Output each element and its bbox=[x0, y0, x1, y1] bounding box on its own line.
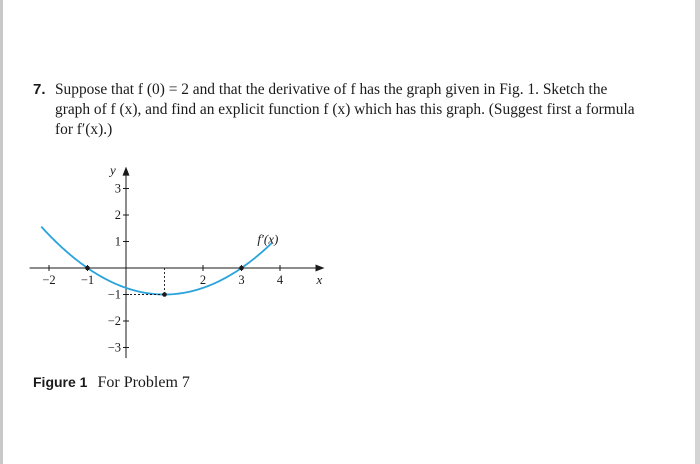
x-tick-label: 3 bbox=[238, 273, 245, 287]
chart-axes bbox=[30, 163, 325, 359]
x-tick-label: −2 bbox=[42, 273, 56, 287]
y-tick-label: 1 bbox=[114, 234, 121, 249]
marked-point bbox=[162, 292, 167, 297]
series-label: f′(x) bbox=[257, 231, 279, 247]
x-tick-label: 4 bbox=[276, 273, 284, 287]
marked-point bbox=[239, 266, 244, 271]
figure-caption-text: For Problem 7 bbox=[97, 374, 190, 391]
x-axis-arrow bbox=[316, 265, 325, 272]
y-tick-label: 2 bbox=[114, 208, 121, 222]
y-tick-label: −1 bbox=[107, 287, 121, 302]
y-axis-arrow bbox=[123, 167, 130, 176]
problem-line-2: graph of f (x), and find an explicit function f (x) which has this graph. (Suggest first a formula bbox=[55, 101, 635, 118]
y-tick-label: −2 bbox=[107, 314, 121, 328]
figure-caption bbox=[33, 374, 190, 392]
x-tick-label: 2 bbox=[199, 273, 207, 287]
problem-number: 7. bbox=[33, 81, 46, 98]
marked-point bbox=[85, 266, 90, 271]
y-tick-label: −3 bbox=[107, 340, 121, 355]
y-tick-label: 3 bbox=[114, 181, 121, 196]
problem-line-1: Suppose that f (0) = 2 and that the derivative of f has the graph given in Fig. 1. Sketch the bbox=[55, 81, 608, 98]
problem-line-3: for f′(x).) bbox=[55, 121, 113, 138]
x-axis-label: x bbox=[316, 272, 323, 287]
figure-caption-label: Figure 1 bbox=[33, 374, 88, 390]
x-tick-label: −1 bbox=[80, 273, 95, 287]
y-axis-label: y bbox=[110, 162, 116, 178]
